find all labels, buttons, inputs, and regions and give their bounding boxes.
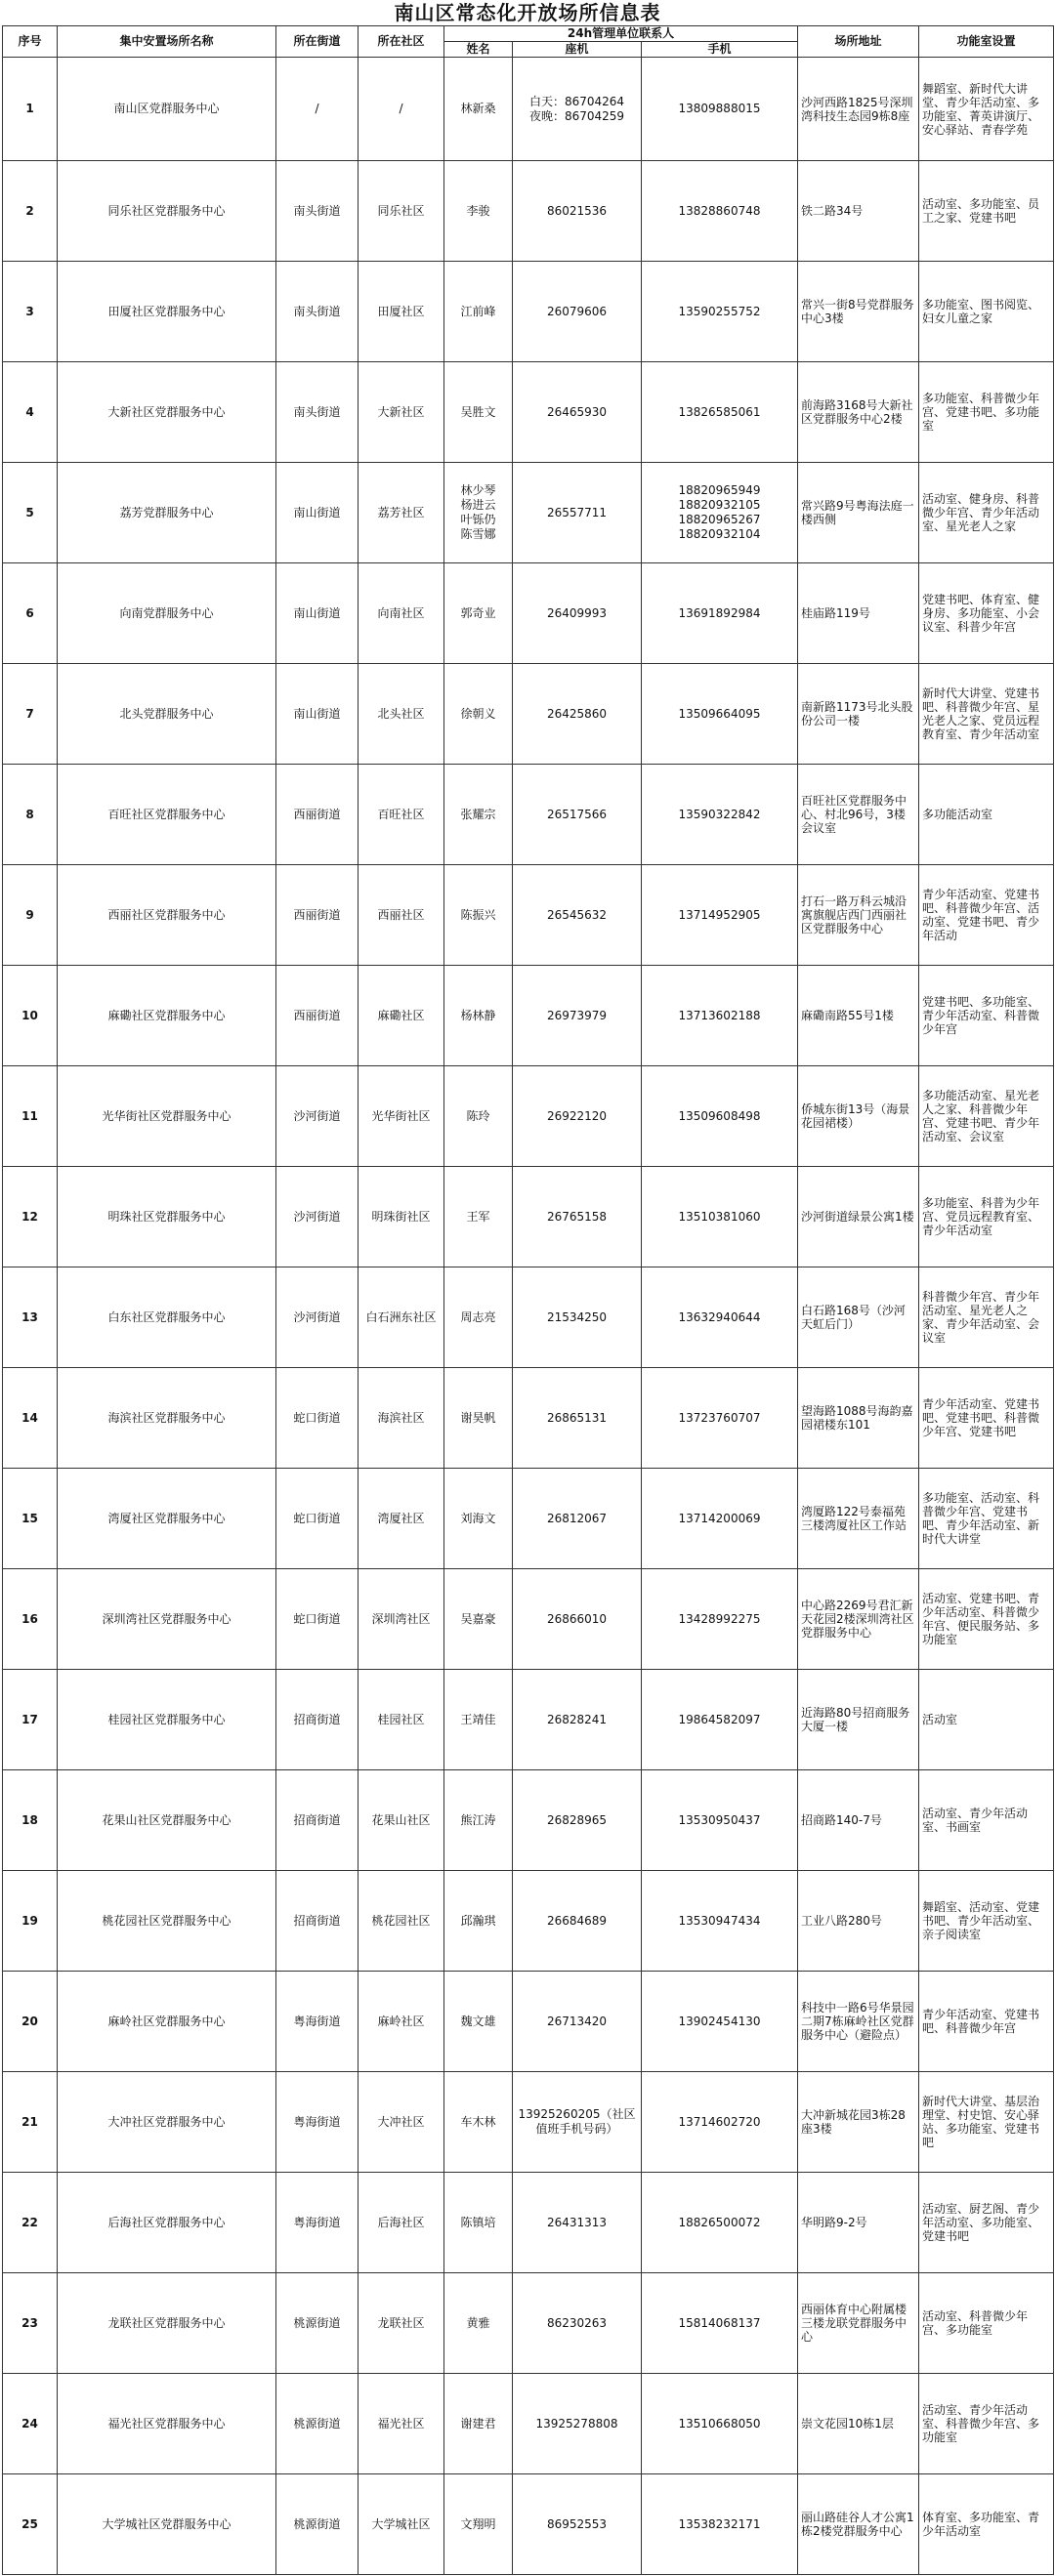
cell-functions: 新时代大讲堂、党建书吧、科普微少年宫、星光老人之家、党员远程教育室、青少年活动室 <box>919 664 1054 765</box>
cell-venue-name: 龙联社区党群服务中心 <box>58 2273 276 2374</box>
cell-mobile: 13590322842 <box>642 765 798 865</box>
cell-functions: 多功能活动室、星光老人之家、科普微少年宫、党建书吧、青少年活动室、会议室 <box>919 1066 1054 1167</box>
cell-venue-name: 大新社区党群服务中心 <box>58 362 276 463</box>
cell-community: 海滨社区 <box>359 1368 444 1469</box>
cell-functions: 青少年活动室、党建书吧、科普微少年宫 <box>919 1972 1054 2072</box>
table-row <box>3 2173 1054 2273</box>
cell-mobile: 18820965949 18820932105 18820965267 18820932104 <box>642 463 798 563</box>
cell-no: 6 <box>3 563 58 664</box>
cell-no: 12 <box>3 1167 58 1267</box>
cell-address: 望海路1088号海韵嘉园裙楼东101 <box>798 1368 919 1469</box>
cell-contact-name: 王靖佳 <box>444 1670 513 1770</box>
cell-landline: 26557711 <box>513 463 642 563</box>
table-row <box>3 1972 1054 2072</box>
cell-venue-name: 后海社区党群服务中心 <box>58 2173 276 2273</box>
cell-functions: 活动室、青少年活动室、书画室 <box>919 1770 1054 1871</box>
cell-street: 南山街道 <box>276 664 359 765</box>
cell-functions: 活动室、健身房、科普微少年宫、青少年活动室、星光老人之家 <box>919 463 1054 563</box>
cell-venue-name: 桂园社区党群服务中心 <box>58 1670 276 1770</box>
cell-no: 13 <box>3 1267 58 1368</box>
cell-mobile: 13809888015 <box>642 58 798 161</box>
cell-contact-name: 吴嘉豪 <box>444 1569 513 1670</box>
cell-functions: 体育室、多功能室、青少年活动室 <box>919 2474 1054 2575</box>
cell-venue-name: 白东社区党群服务中心 <box>58 1267 276 1368</box>
cell-no: 2 <box>3 161 58 262</box>
cell-venue-name: 花果山社区党群服务中心 <box>58 1770 276 1871</box>
cell-no: 25 <box>3 2474 58 2575</box>
cell-street: 桃源街道 <box>276 2374 359 2474</box>
cell-landline: 26517566 <box>513 765 642 865</box>
cell-community: 西丽社区 <box>359 865 444 966</box>
cell-landline: 26425860 <box>513 664 642 765</box>
cell-street: 招商街道 <box>276 1871 359 1972</box>
cell-community: 麻岭社区 <box>359 1972 444 2072</box>
table-row <box>3 765 1054 865</box>
cell-mobile: 13509608498 <box>642 1066 798 1167</box>
cell-street: 粤海街道 <box>276 2173 359 2273</box>
cell-landline: 26409993 <box>513 563 642 664</box>
cell-mobile: 13632940644 <box>642 1267 798 1368</box>
cell-community: 麻磡社区 <box>359 966 444 1066</box>
cell-contact-name: 王军 <box>444 1167 513 1267</box>
cell-venue-name: 大冲社区党群服务中心 <box>58 2072 276 2173</box>
header-functions: 功能室设置 <box>919 26 1054 58</box>
cell-street: 粤海街道 <box>276 1972 359 2072</box>
cell-contact-name: 车木林 <box>444 2072 513 2173</box>
cell-landline: 26431313 <box>513 2173 642 2273</box>
table-row <box>3 865 1054 966</box>
table-row <box>3 262 1054 362</box>
table-row <box>3 1368 1054 1469</box>
cell-functions: 多功能室、图书阅览、妇女儿童之家 <box>919 262 1054 362</box>
cell-community: 百旺社区 <box>359 765 444 865</box>
cell-venue-name: 荔芳党群服务中心 <box>58 463 276 563</box>
cell-mobile: 18826500072 <box>642 2173 798 2273</box>
header-name: 集中安置场所名称 <box>58 26 276 58</box>
cell-venue-name: 西丽社区党群服务中心 <box>58 865 276 966</box>
cell-mobile: 13713602188 <box>642 966 798 1066</box>
cell-community: 田厦社区 <box>359 262 444 362</box>
cell-community: 后海社区 <box>359 2173 444 2273</box>
cell-contact-name: 黄雅 <box>444 2273 513 2374</box>
header-address: 场所地址 <box>798 26 919 58</box>
cell-landline: 13925260205（社区值班手机号码） <box>513 2072 642 2173</box>
cell-community: 光华街社区 <box>359 1066 444 1167</box>
cell-community: / <box>359 58 444 161</box>
table-row <box>3 2072 1054 2173</box>
header-street: 所在街道 <box>276 26 359 58</box>
cell-address: 科技中一路6号华景园二期7栋麻岭社区党群服务中心（避险点） <box>798 1972 919 2072</box>
cell-community: 福光社区 <box>359 2374 444 2474</box>
cell-street: 蛇口街道 <box>276 1368 359 1469</box>
cell-street: 南山街道 <box>276 563 359 664</box>
cell-no: 4 <box>3 362 58 463</box>
cell-contact-name: 张耀宗 <box>444 765 513 865</box>
cell-mobile: 13714602720 <box>642 2072 798 2173</box>
cell-street: 沙河街道 <box>276 1066 359 1167</box>
cell-community: 桃花园社区 <box>359 1871 444 1972</box>
cell-contact-name: 熊江涛 <box>444 1770 513 1871</box>
cell-street: 桃源街道 <box>276 2474 359 2575</box>
table-row <box>3 463 1054 563</box>
cell-venue-name: 明珠社区党群服务中心 <box>58 1167 276 1267</box>
cell-functions: 多功能室、科普为少年宫、党员远程教育室、青少年活动室 <box>919 1167 1054 1267</box>
table-row <box>3 1569 1054 1670</box>
cell-mobile: 13714200069 <box>642 1469 798 1569</box>
table-row <box>3 2474 1054 2575</box>
cell-venue-name: 百旺社区党群服务中心 <box>58 765 276 865</box>
table-row <box>3 2273 1054 2374</box>
cell-no: 16 <box>3 1569 58 1670</box>
cell-contact-name: 林新桑 <box>444 58 513 161</box>
cell-landline: 白天：86704264 夜晚：86704259 <box>513 58 642 161</box>
cell-street: 桃源街道 <box>276 2273 359 2374</box>
cell-address: 中心路2269号君汇新天花园2楼深圳湾社区党群服务中心 <box>798 1569 919 1670</box>
table-row <box>3 1267 1054 1368</box>
cell-mobile: 13902454130 <box>642 1972 798 2072</box>
header-community: 所在社区 <box>359 26 444 58</box>
cell-street: 招商街道 <box>276 1770 359 1871</box>
cell-contact-name: 陈振兴 <box>444 865 513 966</box>
cell-street: 南山街道 <box>276 463 359 563</box>
cell-address: 常兴路9号粤海法庭一楼西侧 <box>798 463 919 563</box>
cell-contact-name: 邱瀚琪 <box>444 1871 513 1972</box>
cell-street: 西丽街道 <box>276 765 359 865</box>
cell-venue-name: 大学城社区党群服务中心 <box>58 2474 276 2575</box>
cell-community: 白石洲东社区 <box>359 1267 444 1368</box>
cell-venue-name: 同乐社区党群服务中心 <box>58 161 276 262</box>
cell-no: 22 <box>3 2173 58 2273</box>
cell-address: 百旺社区党群服务中心、村北96号，3楼会议室 <box>798 765 919 865</box>
cell-no: 20 <box>3 1972 58 2072</box>
cell-community: 大学城社区 <box>359 2474 444 2575</box>
header-mobile: 手机 <box>642 42 798 58</box>
cell-community: 大冲社区 <box>359 2072 444 2173</box>
table-row <box>3 966 1054 1066</box>
cell-mobile: 13723760707 <box>642 1368 798 1469</box>
cell-no: 10 <box>3 966 58 1066</box>
cell-mobile: 15814068137 <box>642 2273 798 2374</box>
cell-address: 湾厦路122号泰福苑三楼湾厦社区工作站 <box>798 1469 919 1569</box>
cell-landline: 26079606 <box>513 262 642 362</box>
cell-mobile: 13714952905 <box>642 865 798 966</box>
cell-no: 14 <box>3 1368 58 1469</box>
cell-functions: 党建书吧、体育室、健身房、多功能室、小会议室、科普少年宫 <box>919 563 1054 664</box>
cell-contact-name: 郭奇业 <box>444 563 513 664</box>
cell-venue-name: 福光社区党群服务中心 <box>58 2374 276 2474</box>
table-row <box>3 1066 1054 1167</box>
cell-community: 大新社区 <box>359 362 444 463</box>
header-contact-group: 24h管理单位联系人 <box>444 26 798 42</box>
cell-landline: 26866010 <box>513 1569 642 1670</box>
cell-street: 西丽街道 <box>276 865 359 966</box>
cell-landline: 26812067 <box>513 1469 642 1569</box>
cell-mobile: 13590255752 <box>642 262 798 362</box>
cell-street: 粤海街道 <box>276 2072 359 2173</box>
cell-no: 5 <box>3 463 58 563</box>
cell-no: 11 <box>3 1066 58 1167</box>
cell-functions: 多功能室、活动室、科普微少年宫、党建书吧、青少年活动室、新时代大讲堂 <box>919 1469 1054 1569</box>
cell-address: 招商路140-7号 <box>798 1770 919 1871</box>
cell-street: 招商街道 <box>276 1670 359 1770</box>
table-row <box>3 1469 1054 1569</box>
cell-functions: 舞蹈室、活动室、党建书吧、青少年活动室、亲子阅读室 <box>919 1871 1054 1972</box>
cell-functions: 新时代大讲堂、基层治理堂、村史馆、安心驿站、多功能室、党建书吧 <box>919 2072 1054 2173</box>
cell-address: 桂庙路119号 <box>798 563 919 664</box>
page-title: 南山区常态化开放场所信息表 <box>394 1 661 24</box>
cell-landline: 26684689 <box>513 1871 642 1972</box>
cell-landline: 26765158 <box>513 1167 642 1267</box>
cell-street: 沙河街道 <box>276 1267 359 1368</box>
cell-street: 南头街道 <box>276 262 359 362</box>
cell-landline: 26828965 <box>513 1770 642 1871</box>
cell-street: 西丽街道 <box>276 966 359 1066</box>
cell-landline: 13925278808 <box>513 2374 642 2474</box>
table-row <box>3 664 1054 765</box>
cell-community: 深圳湾社区 <box>359 1569 444 1670</box>
cell-no: 18 <box>3 1770 58 1871</box>
cell-address: 沙河西路1825号深圳湾科技生态园9栋8座 <box>798 58 919 161</box>
cell-contact-name: 林少琴 杨进云 叶铄仍 陈雪娜 <box>444 463 513 563</box>
cell-landline: 26828241 <box>513 1670 642 1770</box>
cell-no: 24 <box>3 2374 58 2474</box>
venue-table <box>2 25 1054 2575</box>
cell-address: 常兴一街8号党群服务中心3楼 <box>798 262 919 362</box>
cell-landline: 86952553 <box>513 2474 642 2575</box>
cell-street: 蛇口街道 <box>276 1569 359 1670</box>
cell-functions: 活动室、科普微少年宫、多功能室 <box>919 2273 1054 2374</box>
cell-address: 铁二路34号 <box>798 161 919 262</box>
cell-community: 明珠街社区 <box>359 1167 444 1267</box>
table-row <box>3 1770 1054 1871</box>
header-contact-name: 姓名 <box>444 42 513 58</box>
cell-functions: 青少年活动室、党建书吧、科普微少年宫、活动室、党建书吧、青少年活动 <box>919 865 1054 966</box>
cell-venue-name: 深圳湾社区党群服务中心 <box>58 1569 276 1670</box>
cell-contact-name: 文翔明 <box>444 2474 513 2575</box>
cell-landline: 26922120 <box>513 1066 642 1167</box>
cell-mobile: 13538232171 <box>642 2474 798 2575</box>
cell-address: 麻磡南路55号1楼 <box>798 966 919 1066</box>
cell-functions: 舞蹈室、新时代大讲堂、青少年活动室、多功能室、菁英讲演厅、安心驿站、青春学苑 <box>919 58 1054 161</box>
cell-mobile: 13691892984 <box>642 563 798 664</box>
cell-address: 西丽体育中心附属楼三楼龙联党群服务中心 <box>798 2273 919 2374</box>
cell-community: 龙联社区 <box>359 2273 444 2374</box>
table-row <box>3 563 1054 664</box>
cell-mobile: 13530947434 <box>642 1871 798 1972</box>
cell-functions: 多功能室、科普微少年宫、党建书吧、多功能室 <box>919 362 1054 463</box>
cell-no: 3 <box>3 262 58 362</box>
cell-community: 同乐社区 <box>359 161 444 262</box>
cell-contact-name: 陈镇培 <box>444 2173 513 2273</box>
cell-contact-name: 吴胜文 <box>444 362 513 463</box>
cell-address: 白石路168号（沙河天虹后门） <box>798 1267 919 1368</box>
cell-address: 工业八路280号 <box>798 1871 919 1972</box>
cell-address: 南新路1173号北头股份公司一楼 <box>798 664 919 765</box>
cell-landline: 21534250 <box>513 1267 642 1368</box>
cell-functions: 青少年活动室、党建书吧、党建书吧、科普微少年宫、党建书吧 <box>919 1368 1054 1469</box>
cell-address: 近海路80号招商服务大厦一楼 <box>798 1670 919 1770</box>
cell-no: 8 <box>3 765 58 865</box>
cell-mobile: 13510381060 <box>642 1167 798 1267</box>
table-row <box>3 1670 1054 1770</box>
table-row <box>3 362 1054 463</box>
table-header <box>3 26 1054 58</box>
cell-venue-name: 田厦社区党群服务中心 <box>58 262 276 362</box>
cell-contact-name: 陈玲 <box>444 1066 513 1167</box>
cell-functions: 科普微少年宫、青少年活动室、星光老人之家、青少年活动室、会议室 <box>919 1267 1054 1368</box>
cell-venue-name: 桃花园社区党群服务中心 <box>58 1871 276 1972</box>
cell-street: / <box>276 58 359 161</box>
cell-no: 21 <box>3 2072 58 2173</box>
cell-no: 7 <box>3 664 58 765</box>
cell-no: 9 <box>3 865 58 966</box>
cell-community: 荔芳社区 <box>359 463 444 563</box>
cell-contact-name: 杨林静 <box>444 966 513 1066</box>
header-landline: 座机 <box>513 42 642 58</box>
cell-no: 17 <box>3 1670 58 1770</box>
cell-functions: 活动室 <box>919 1670 1054 1770</box>
cell-landline: 86230263 <box>513 2273 642 2374</box>
cell-landline: 26713420 <box>513 1972 642 2072</box>
cell-address: 前海路3168号大新社区党群服务中心2楼 <box>798 362 919 463</box>
cell-venue-name: 湾厦社区党群服务中心 <box>58 1469 276 1569</box>
cell-address: 崇文花园10栋1层 <box>798 2374 919 2474</box>
cell-community: 花果山社区 <box>359 1770 444 1871</box>
cell-venue-name: 北头党群服务中心 <box>58 664 276 765</box>
cell-venue-name: 南山区党群服务中心 <box>58 58 276 161</box>
cell-community: 向南社区 <box>359 563 444 664</box>
cell-contact-name: 魏文雄 <box>444 1972 513 2072</box>
cell-venue-name: 麻岭社区党群服务中心 <box>58 1972 276 2072</box>
cell-contact-name: 徐朝义 <box>444 664 513 765</box>
table-row <box>3 1167 1054 1267</box>
cell-venue-name: 海滨社区党群服务中心 <box>58 1368 276 1469</box>
table-row <box>3 1871 1054 1972</box>
cell-mobile: 13828860748 <box>642 161 798 262</box>
cell-mobile: 13530950437 <box>642 1770 798 1871</box>
cell-functions: 活动室、厨艺阁、青少年活动室、多功能室、党建书吧 <box>919 2173 1054 2273</box>
cell-address: 华明路9-2号 <box>798 2173 919 2273</box>
cell-contact-name: 谢建君 <box>444 2374 513 2474</box>
cell-landline: 26465930 <box>513 362 642 463</box>
cell-venue-name: 向南党群服务中心 <box>58 563 276 664</box>
cell-street: 南头街道 <box>276 161 359 262</box>
cell-functions: 活动室、多功能室、员工之家、党建书吧 <box>919 161 1054 262</box>
cell-no: 1 <box>3 58 58 161</box>
table-row <box>3 2374 1054 2474</box>
header-no: 序号 <box>3 26 58 58</box>
cell-no: 23 <box>3 2273 58 2374</box>
cell-no: 19 <box>3 1871 58 1972</box>
cell-contact-name: 江前峰 <box>444 262 513 362</box>
cell-contact-name: 周志亮 <box>444 1267 513 1368</box>
cell-mobile: 13510668050 <box>642 2374 798 2474</box>
cell-mobile: 13428992275 <box>642 1569 798 1670</box>
cell-venue-name: 麻磡社区党群服务中心 <box>58 966 276 1066</box>
cell-venue-name: 光华街社区党群服务中心 <box>58 1066 276 1167</box>
cell-community: 北头社区 <box>359 664 444 765</box>
cell-landline: 26545632 <box>513 865 642 966</box>
cell-address: 沙河街道绿景公寓1楼 <box>798 1167 919 1267</box>
cell-address: 大冲新城花园3栋28座3楼 <box>798 2072 919 2173</box>
cell-address: 打石一路万科云城沿寓旗舰店西门西丽社区党群服务中心 <box>798 865 919 966</box>
cell-street: 蛇口街道 <box>276 1469 359 1569</box>
cell-address: 侨城东街13号（海景花园裙楼） <box>798 1066 919 1167</box>
cell-functions: 党建书吧、多功能室、青少年活动室、科普微少年宫 <box>919 966 1054 1066</box>
cell-street: 沙河街道 <box>276 1167 359 1267</box>
cell-community: 桂园社区 <box>359 1670 444 1770</box>
cell-no: 15 <box>3 1469 58 1569</box>
cell-address: 丽山路硅谷人才公寓1栋2楼党群服务中心 <box>798 2474 919 2575</box>
cell-landline: 26973979 <box>513 966 642 1066</box>
table-row <box>3 161 1054 262</box>
cell-mobile: 13509664095 <box>642 664 798 765</box>
cell-mobile: 19864582097 <box>642 1670 798 1770</box>
cell-contact-name: 李骏 <box>444 161 513 262</box>
cell-functions: 活动室、青少年活动室、科普微少年宫、多功能室 <box>919 2374 1054 2474</box>
cell-functions: 活动室、党建书吧、青少年活动室、科普微少年宫、便民服务站、多功能室 <box>919 1569 1054 1670</box>
cell-contact-name: 刘海文 <box>444 1469 513 1569</box>
cell-landline: 26865131 <box>513 1368 642 1469</box>
table-body <box>3 58 1054 2575</box>
cell-mobile: 13826585061 <box>642 362 798 463</box>
cell-street: 南头街道 <box>276 362 359 463</box>
cell-landline: 86021536 <box>513 161 642 262</box>
cell-functions: 多功能活动室 <box>919 765 1054 865</box>
table-row <box>3 58 1054 161</box>
cell-contact-name: 谢昊帆 <box>444 1368 513 1469</box>
cell-community: 湾厦社区 <box>359 1469 444 1569</box>
